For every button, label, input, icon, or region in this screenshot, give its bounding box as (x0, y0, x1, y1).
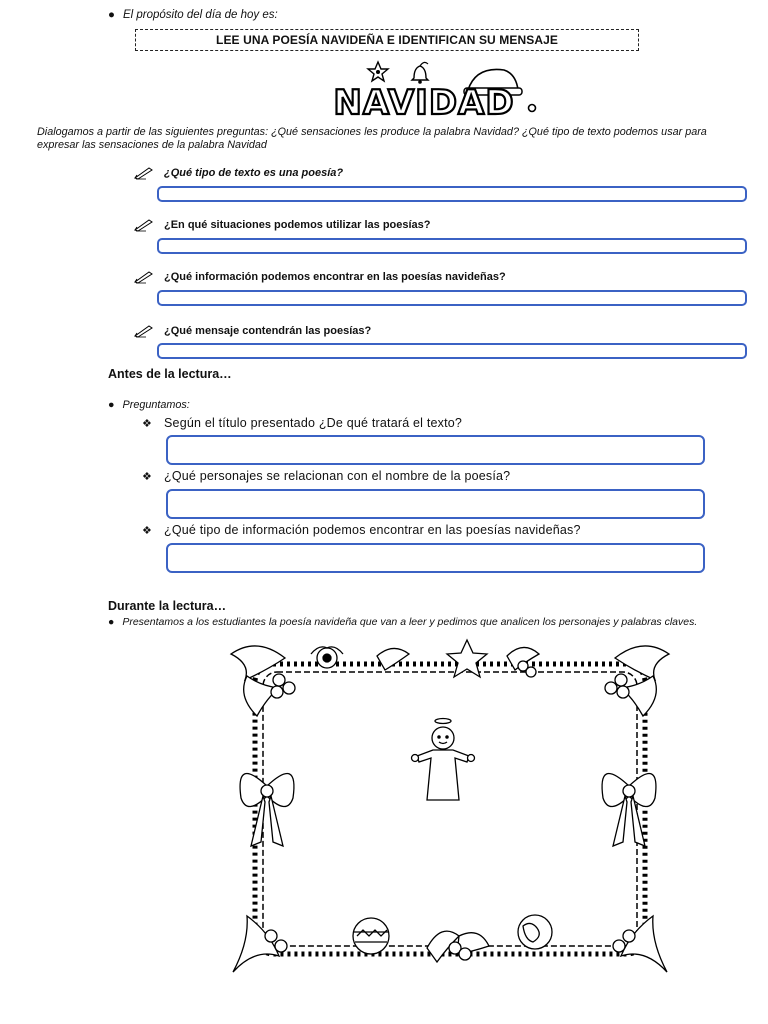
during-reading-heading: Durante la lectura… (108, 599, 227, 613)
purpose-label: El propósito del día de hoy es: (122, 9, 278, 21)
holly-leaves-icon (231, 646, 295, 716)
bullet-dot: ● (108, 399, 115, 411)
angel-icon (412, 719, 475, 801)
star-icon (368, 62, 388, 81)
bullet-dot: ● (108, 616, 115, 628)
intro-text: Dialogamos a partir de las siguientes preguntas: ¿Qué sensaciones les produce la palabra Navidad? ¿Qué tipo de texto podemos usar para expresar las sensaciones de la palabra Navidad (37, 126, 707, 151)
purpose-title-box: LEE UNA POESÍA NAVIDEÑA E IDENTIFICAN SU MENSAJE (135, 29, 639, 51)
question-text: ¿Qué mensaje contendrán las poesías? (164, 325, 372, 337)
purpose-line (108, 9, 278, 21)
diamond-bullet-icon: ❖ (142, 417, 153, 430)
pencil-writing-icon (134, 166, 154, 180)
answer-box[interactable] (166, 543, 705, 573)
answer-box[interactable] (157, 343, 747, 359)
holly-leaves-icon (233, 916, 287, 972)
question-text: ¿Qué tipo de texto es una poesía? (164, 167, 344, 179)
answer-box[interactable] (157, 290, 747, 306)
before-question-text: ¿Qué tipo de información podemos encontrar en las poesías navideñas? (164, 523, 581, 537)
diamond-bullet-icon: ❖ (142, 524, 153, 537)
holly-leaves-icon (605, 646, 669, 716)
pencil-writing-icon (134, 270, 154, 284)
before-question-text: Según el título presentado ¿De qué tratará el texto? (164, 416, 463, 430)
before-question-row (142, 523, 581, 537)
before-reading-bullet (108, 399, 190, 411)
before-question-text: ¿Qué personajes se relacionan con el nombre de la poesía? (164, 469, 511, 483)
christmas-frame-illustration (227, 636, 673, 980)
answer-box[interactable] (157, 238, 747, 254)
ball-ornament-icon (353, 918, 389, 954)
bullet-dot: ● (108, 9, 115, 21)
pencil-writing-icon (134, 324, 154, 338)
dot-ornament (529, 105, 536, 112)
bullet-text: Preguntamos: (122, 399, 190, 411)
question-row (134, 270, 506, 284)
question-text: ¿En qué situaciones podemos utilizar las poesías? (164, 219, 431, 231)
holly-leaves-icon (613, 916, 667, 972)
answer-box[interactable] (157, 186, 747, 202)
globe-ornament-icon (518, 915, 552, 949)
answer-box[interactable] (166, 435, 705, 465)
bell-icon (412, 62, 428, 83)
question-row (134, 324, 371, 338)
during-reading-bullet (108, 616, 697, 628)
bullet-text: Presentamos a los estudiantes la poesía navideña que van a leer y pedimos que analicen los personajes y palabras claves. (122, 616, 698, 628)
before-question-row (142, 469, 510, 483)
navidad-banner (308, 60, 540, 122)
pencil-writing-icon (134, 218, 154, 232)
question-row (134, 166, 343, 180)
holly-leaves-icon (377, 648, 409, 670)
holly-leaves-icon (427, 931, 489, 962)
question-row (134, 218, 431, 232)
diamond-bullet-icon: ❖ (142, 470, 153, 483)
navidad-word: NAVIDAD (333, 83, 515, 122)
answer-box[interactable] (166, 489, 705, 519)
before-question-row (142, 416, 462, 430)
before-reading-heading: Antes de la lectura… (108, 367, 232, 381)
question-text: ¿Qué información podemos encontrar en las poesías navideñas? (164, 271, 506, 283)
bow-icon (240, 774, 294, 847)
bow-icon (602, 774, 656, 847)
